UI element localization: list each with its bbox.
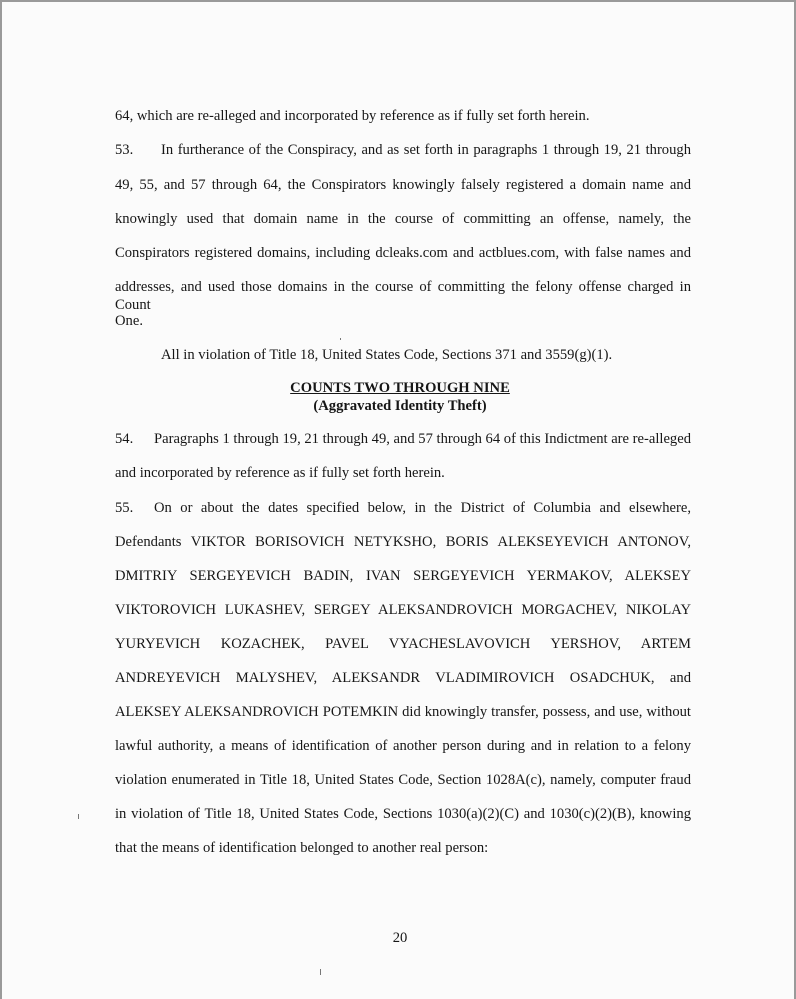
body-line: On or about the dates specified below, in the District of Columbia and elsewhere,: [154, 500, 691, 516]
body-line: lawful authority, a means of identification of another person during and in relation to a felony: [115, 738, 691, 754]
body-line: and incorporated by reference as if fully set forth herein.: [115, 465, 445, 481]
body-line: 49, 55, and 57 through 64, the Conspirators knowingly falsely registered a domain name and: [115, 177, 691, 193]
body-line: DMITRIY SERGEYEVICH BADIN, IVAN SERGEYEVICH YERMAKOV, ALEKSEY: [115, 568, 691, 584]
page-number: 20: [392, 930, 408, 946]
body-line: In furtherance of the Conspiracy, and as set forth in paragraphs 1 through 19, 21 through: [161, 142, 691, 158]
body-line: ANDREYEVICH MALYSHEV, ALEKSANDR VLADIMIROVICH OSADCHUK, and: [115, 670, 691, 686]
body-line: Defendants VIKTOR BORISOVICH NETYKSHO, BORIS ALEKSEYEVICH ANTONOV,: [115, 534, 691, 550]
scan-speck: [78, 814, 79, 819]
body-line: in violation of Title 18, United States Code, Sections 1030(a)(2)(C) and 1030(c)(2)(B), knowing: [115, 806, 691, 822]
section-heading: COUNTS TWO THROUGH NINE: [290, 380, 510, 396]
body-line: One.: [115, 313, 143, 329]
body-line: knowingly used that domain name in the course of committing an offense, namely, the: [115, 211, 691, 227]
scan-speck: [320, 969, 321, 975]
paragraph-number: 55.: [115, 500, 134, 516]
body-line: violation enumerated in Title 18, United States Code, Section 1028A(c), namely, computer fraud: [115, 772, 691, 788]
body-line: ALEKSEY ALEKSANDROVICH POTEMKIN did knowingly transfer, possess, and use, without: [115, 704, 691, 720]
section-subheading: (Aggravated Identity Theft): [313, 398, 487, 414]
body-line: addresses, and used those domains in the course of committing the felony offense charged in Count: [115, 279, 691, 313]
paragraph-number: 54.: [115, 431, 134, 447]
body-line: 64, which are re-alleged and incorporated by reference as if fully set forth herein.: [115, 108, 590, 124]
paragraph-number: 53.: [115, 142, 134, 158]
body-line: Paragraphs 1 through 19, 21 through 49, and 57 through 64 of this Indictment are re-alleged: [154, 431, 692, 447]
body-line: Conspirators registered domains, including dcleaks.com and actblues.com, with false names and: [115, 245, 691, 261]
body-line: VIKTOROVICH LUKASHEV, SERGEY ALEKSANDROVICH MORGACHEV, NIKOLAY: [115, 602, 691, 618]
body-line: All in violation of Title 18, United States Code, Sections 371 and 3559(g)(1).: [161, 347, 613, 363]
body-line: YURYEVICH KOZACHEK, PAVEL VYACHESLAVOVICH YERSHOV, ARTEM: [115, 636, 691, 652]
body-line: that the means of identification belonged to another real person:: [115, 840, 489, 856]
scan-speck: [340, 338, 341, 340]
